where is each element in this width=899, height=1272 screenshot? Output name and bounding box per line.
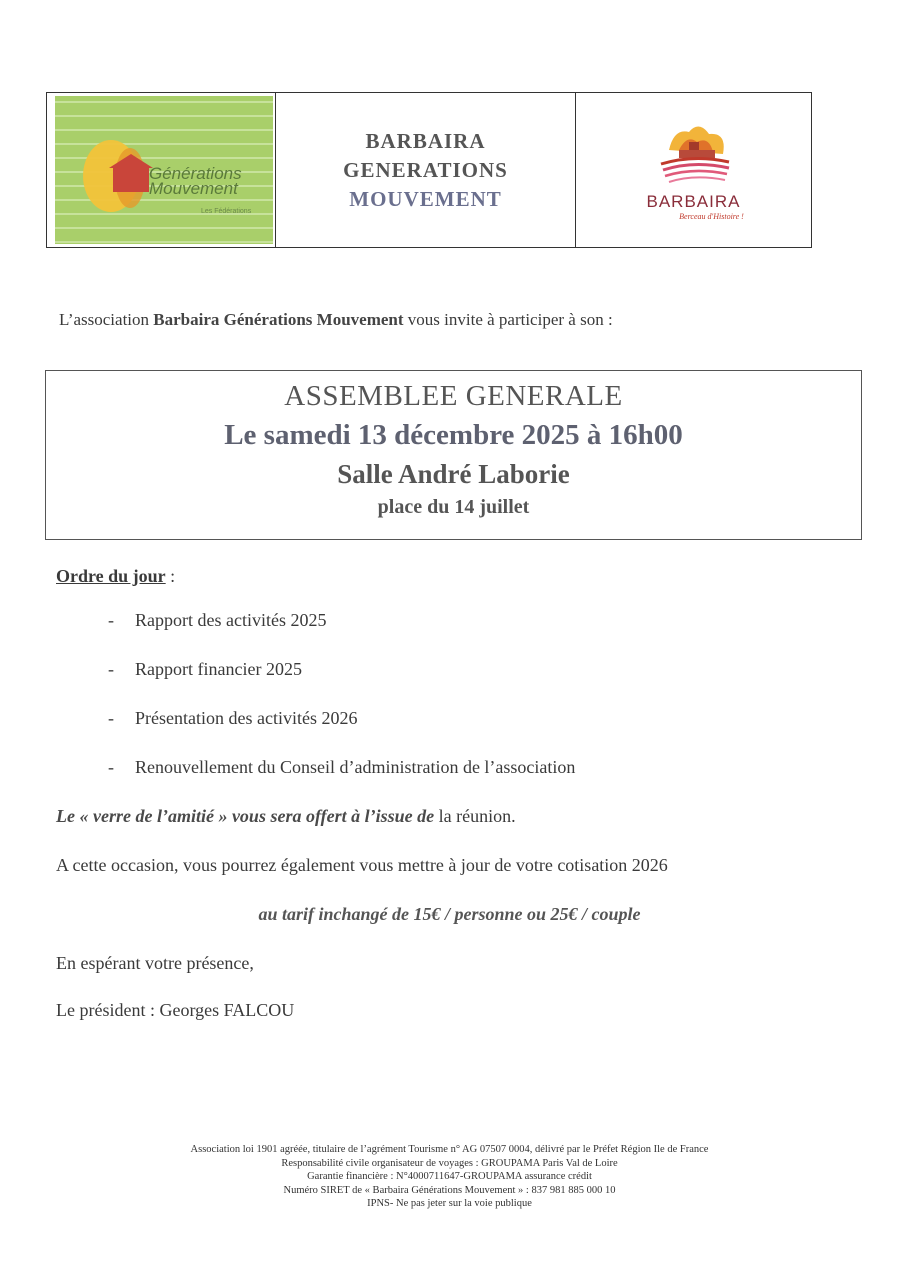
list-item: [108, 757, 575, 806]
barbaira-logo-tagline: Berceau d'Histoire !: [679, 211, 744, 221]
title-line-3: MOUVEMENT: [349, 186, 502, 211]
legal-footer: [0, 1143, 899, 1211]
title-line-2: GENERATIONS: [343, 157, 508, 182]
agenda-item-text: Renouvellement du Conseil d’administration de l’association: [135, 757, 576, 777]
list-item: [108, 708, 575, 757]
barbaira-logo-cell: [576, 93, 811, 247]
agenda-item-text: Rapport des activités 2025: [135, 610, 327, 630]
assembly-box: [45, 370, 862, 540]
closing-line: En espérant votre présence,: [56, 953, 254, 973]
invitation-intro: [59, 310, 613, 330]
generations-mouvement-logo-cell: [47, 93, 276, 247]
agenda-item-text: Rapport financier 2025: [135, 659, 302, 679]
agenda-list: [108, 610, 575, 806]
membership-renewal-note: A cette occasion, vous pourrez également vous mettre à jour de votre cotisation 2026: [56, 855, 668, 875]
friendship-drink-note: [56, 806, 516, 827]
friendship-drink-rest: la réunion.: [434, 806, 516, 826]
footer-line-2: Responsabilité civile organisateur de voyages : GROUPAMA Paris Val de Loire: [281, 1157, 618, 1169]
intro-before: L’association: [59, 310, 154, 329]
barbaira-village-icon: [649, 120, 739, 192]
footer-line-1: Association loi 1901 agréée, titulaire de l’agrément Tourisme n° AG 07507 0004, délivré par le Préfet Région Ile de France: [190, 1144, 709, 1155]
letterhead: [46, 92, 812, 248]
bullet-dash: -: [108, 610, 114, 630]
assembly-title: ASSEMBLEE GENERALE: [284, 380, 623, 412]
agenda-heading-label: Ordre du jour: [56, 566, 166, 586]
president-signature: Le président : Georges FALCOU: [56, 1000, 295, 1020]
intro-association-name: Barbaira Générations Mouvement: [153, 310, 404, 329]
friendship-drink-italic: Le « verre de l’amitié » vous sera offert à l’issue de: [56, 806, 435, 826]
logo-subtitle-text: Les Fédérations: [201, 208, 252, 215]
logo-brand-text: Générations Mouvement: [149, 164, 242, 198]
bullet-dash: -: [108, 757, 114, 777]
barbaira-logo-name: BARBAIRA: [646, 191, 741, 211]
association-title: [276, 93, 576, 247]
assembly-venue: Salle André Laborie: [337, 459, 570, 489]
footer-line-3: Garantie financière : N°4000711647-GROUPAMA assurance crédit: [307, 1171, 592, 1182]
agenda-heading-colon: :: [165, 566, 176, 586]
list-item: [108, 610, 575, 659]
title-line-1: BARBAIRA: [365, 128, 486, 153]
agenda-item-text: Présentation des activités 2026: [135, 708, 358, 728]
membership-rate: au tarif inchangé de 15€ / personne ou 25€ / couple: [258, 904, 641, 924]
footer-line-5: IPNS- Ne pas jeter sur la voie publique: [367, 1198, 532, 1209]
generations-mouvement-logo: [55, 96, 273, 244]
house-shape: [113, 166, 149, 192]
assembly-date: Le samedi 13 décembre 2025 à 16h00: [224, 419, 683, 451]
list-item: [108, 659, 575, 708]
intro-after: vous invite à participer à son :: [403, 310, 613, 329]
footer-line-4: Numéro SIRET de « Barbaira Générations Mouvement » : 837 981 885 000 10: [283, 1184, 616, 1196]
agenda-heading: [56, 566, 175, 587]
bullet-dash: -: [108, 659, 114, 679]
assembly-address: place du 14 juillet: [377, 496, 530, 518]
bullet-dash: -: [108, 708, 114, 728]
